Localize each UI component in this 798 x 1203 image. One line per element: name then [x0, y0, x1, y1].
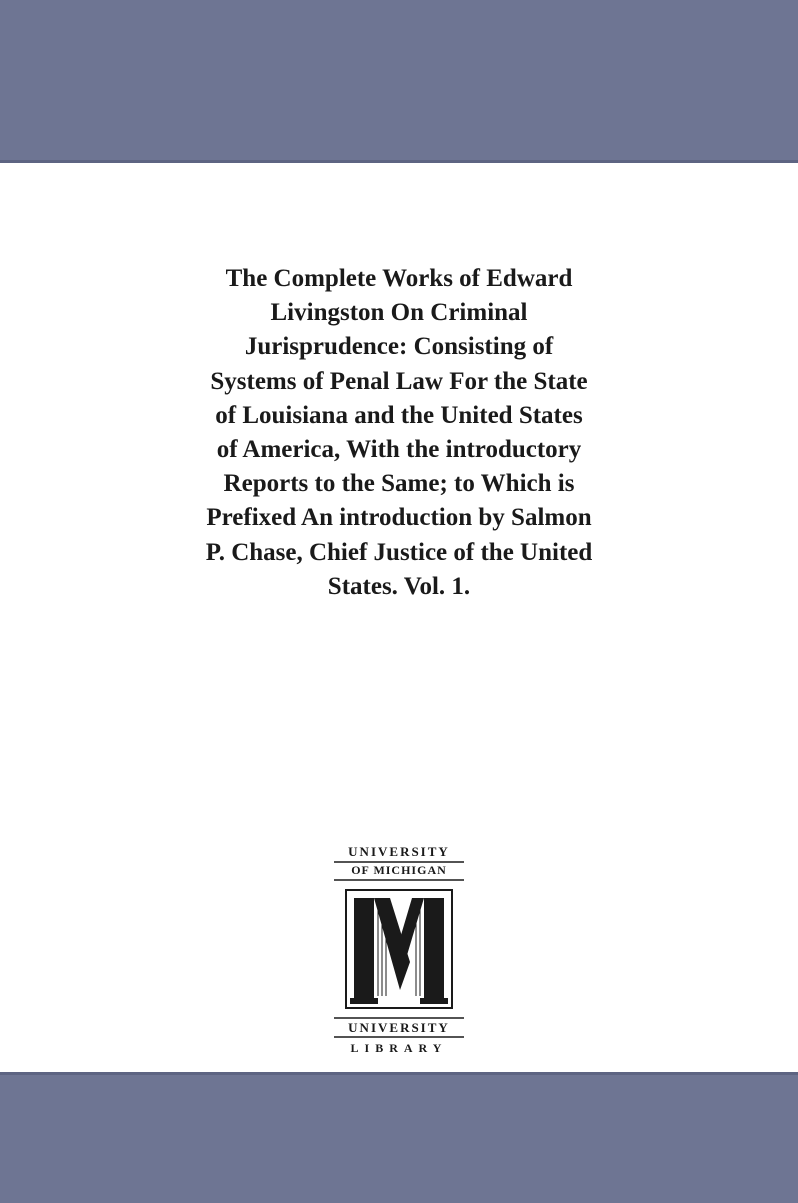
university-of-michigan-library-logo-icon	[332, 840, 466, 1058]
title-line: Prefixed An introduction by Salmon	[206, 504, 592, 532]
title-line: The Complete Works of Edward	[225, 265, 573, 292]
title-line: Jurisprudence: Consisting of	[244, 333, 554, 361]
logo-text-university-top: UNIVERSITY	[348, 844, 450, 859]
title-line: of Louisiana and the United States	[215, 401, 583, 429]
title-line: Reports to the Same; to Which is	[223, 470, 575, 498]
title-line: Systems of Penal Law For the State	[210, 367, 588, 395]
bottom-color-band	[0, 1072, 798, 1203]
book-title	[100, 262, 698, 604]
logo-text-university-bottom: UNIVERSITY	[348, 1020, 450, 1035]
title-line: of America, With the introductory	[216, 436, 582, 464]
top-color-band	[0, 0, 798, 163]
logo-text-of-michigan: OF MICHIGAN	[351, 863, 447, 877]
logo-m-emblem	[346, 890, 452, 1008]
logo-text-library: LIBRARY	[350, 1041, 448, 1055]
title-line: P. Chase, Chief Justice of the United	[205, 538, 593, 566]
title-line: Livingston On Criminal	[270, 299, 528, 327]
title-line: States. Vol. 1.	[327, 572, 471, 600]
